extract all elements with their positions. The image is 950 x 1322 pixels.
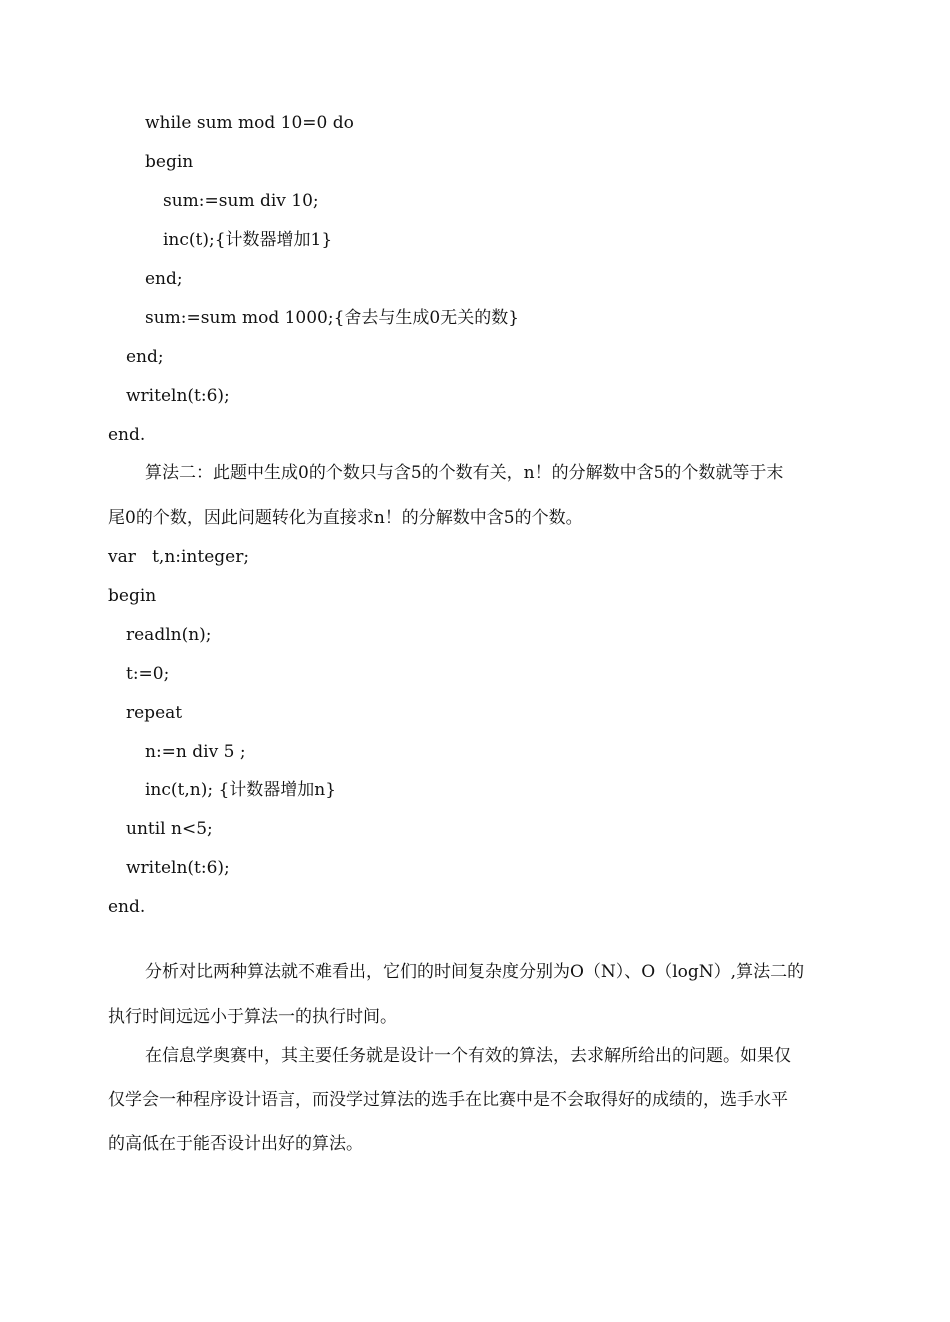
algorithm2-line-2: 尾0的个数，因此问题转化为直接求n！的分解数中含5的个数。: [108, 508, 583, 528]
code-line: var t,n:integer;: [108, 547, 250, 567]
algorithm2-line-1: 算法二：此题中生成0的个数只与含5的个数有关，n！的分解数中含5的个数就等于末: [145, 463, 784, 483]
code-line: n:=n div 5 ;: [145, 742, 246, 762]
code-line: begin: [145, 152, 194, 172]
conclusion-line-1: 在信息学奥赛中，其主要任务就是设计一个有效的算法，去求解所给出的问题。如果仅: [145, 1046, 791, 1066]
code-line: inc(t);{计数器增加1}: [163, 230, 333, 250]
code-line: repeat: [126, 703, 183, 723]
code-line: end.: [108, 425, 146, 445]
code-line: end;: [126, 347, 164, 367]
code-line: while sum mod 10=0 do: [145, 113, 354, 133]
code-line: inc(t,n); {计数器增加n}: [145, 780, 337, 800]
code-line: until n<5;: [126, 819, 213, 839]
conclusion-line-2: 仅学会一种程序设计语言，而没学过算法的选手在比赛中是不会取得好的成绩的，选手水平: [108, 1090, 788, 1110]
code-line: end;: [145, 269, 183, 289]
analysis-line-2: 执行时间远远小于算法一的执行时间。: [108, 1007, 397, 1027]
code-line: writeln(t:6);: [126, 858, 230, 878]
code-line: end.: [108, 897, 146, 917]
code-line: sum:=sum mod 1000;{舍去与生成0无关的数}: [145, 308, 520, 328]
conclusion-line-3: 的高低在于能否设计出好的算法。: [108, 1134, 363, 1154]
code-line: t:=0;: [126, 664, 170, 684]
code-line: sum:=sum div 10;: [163, 191, 319, 211]
code-line: begin: [108, 586, 157, 606]
analysis-line-1: 分析对比两种算法就不难看出，它们的时间复杂度分别为O（N）、O（logN）,算法二的: [145, 962, 805, 982]
code-line: writeln(t:6);: [126, 386, 230, 406]
code-line: readln(n);: [126, 625, 212, 645]
